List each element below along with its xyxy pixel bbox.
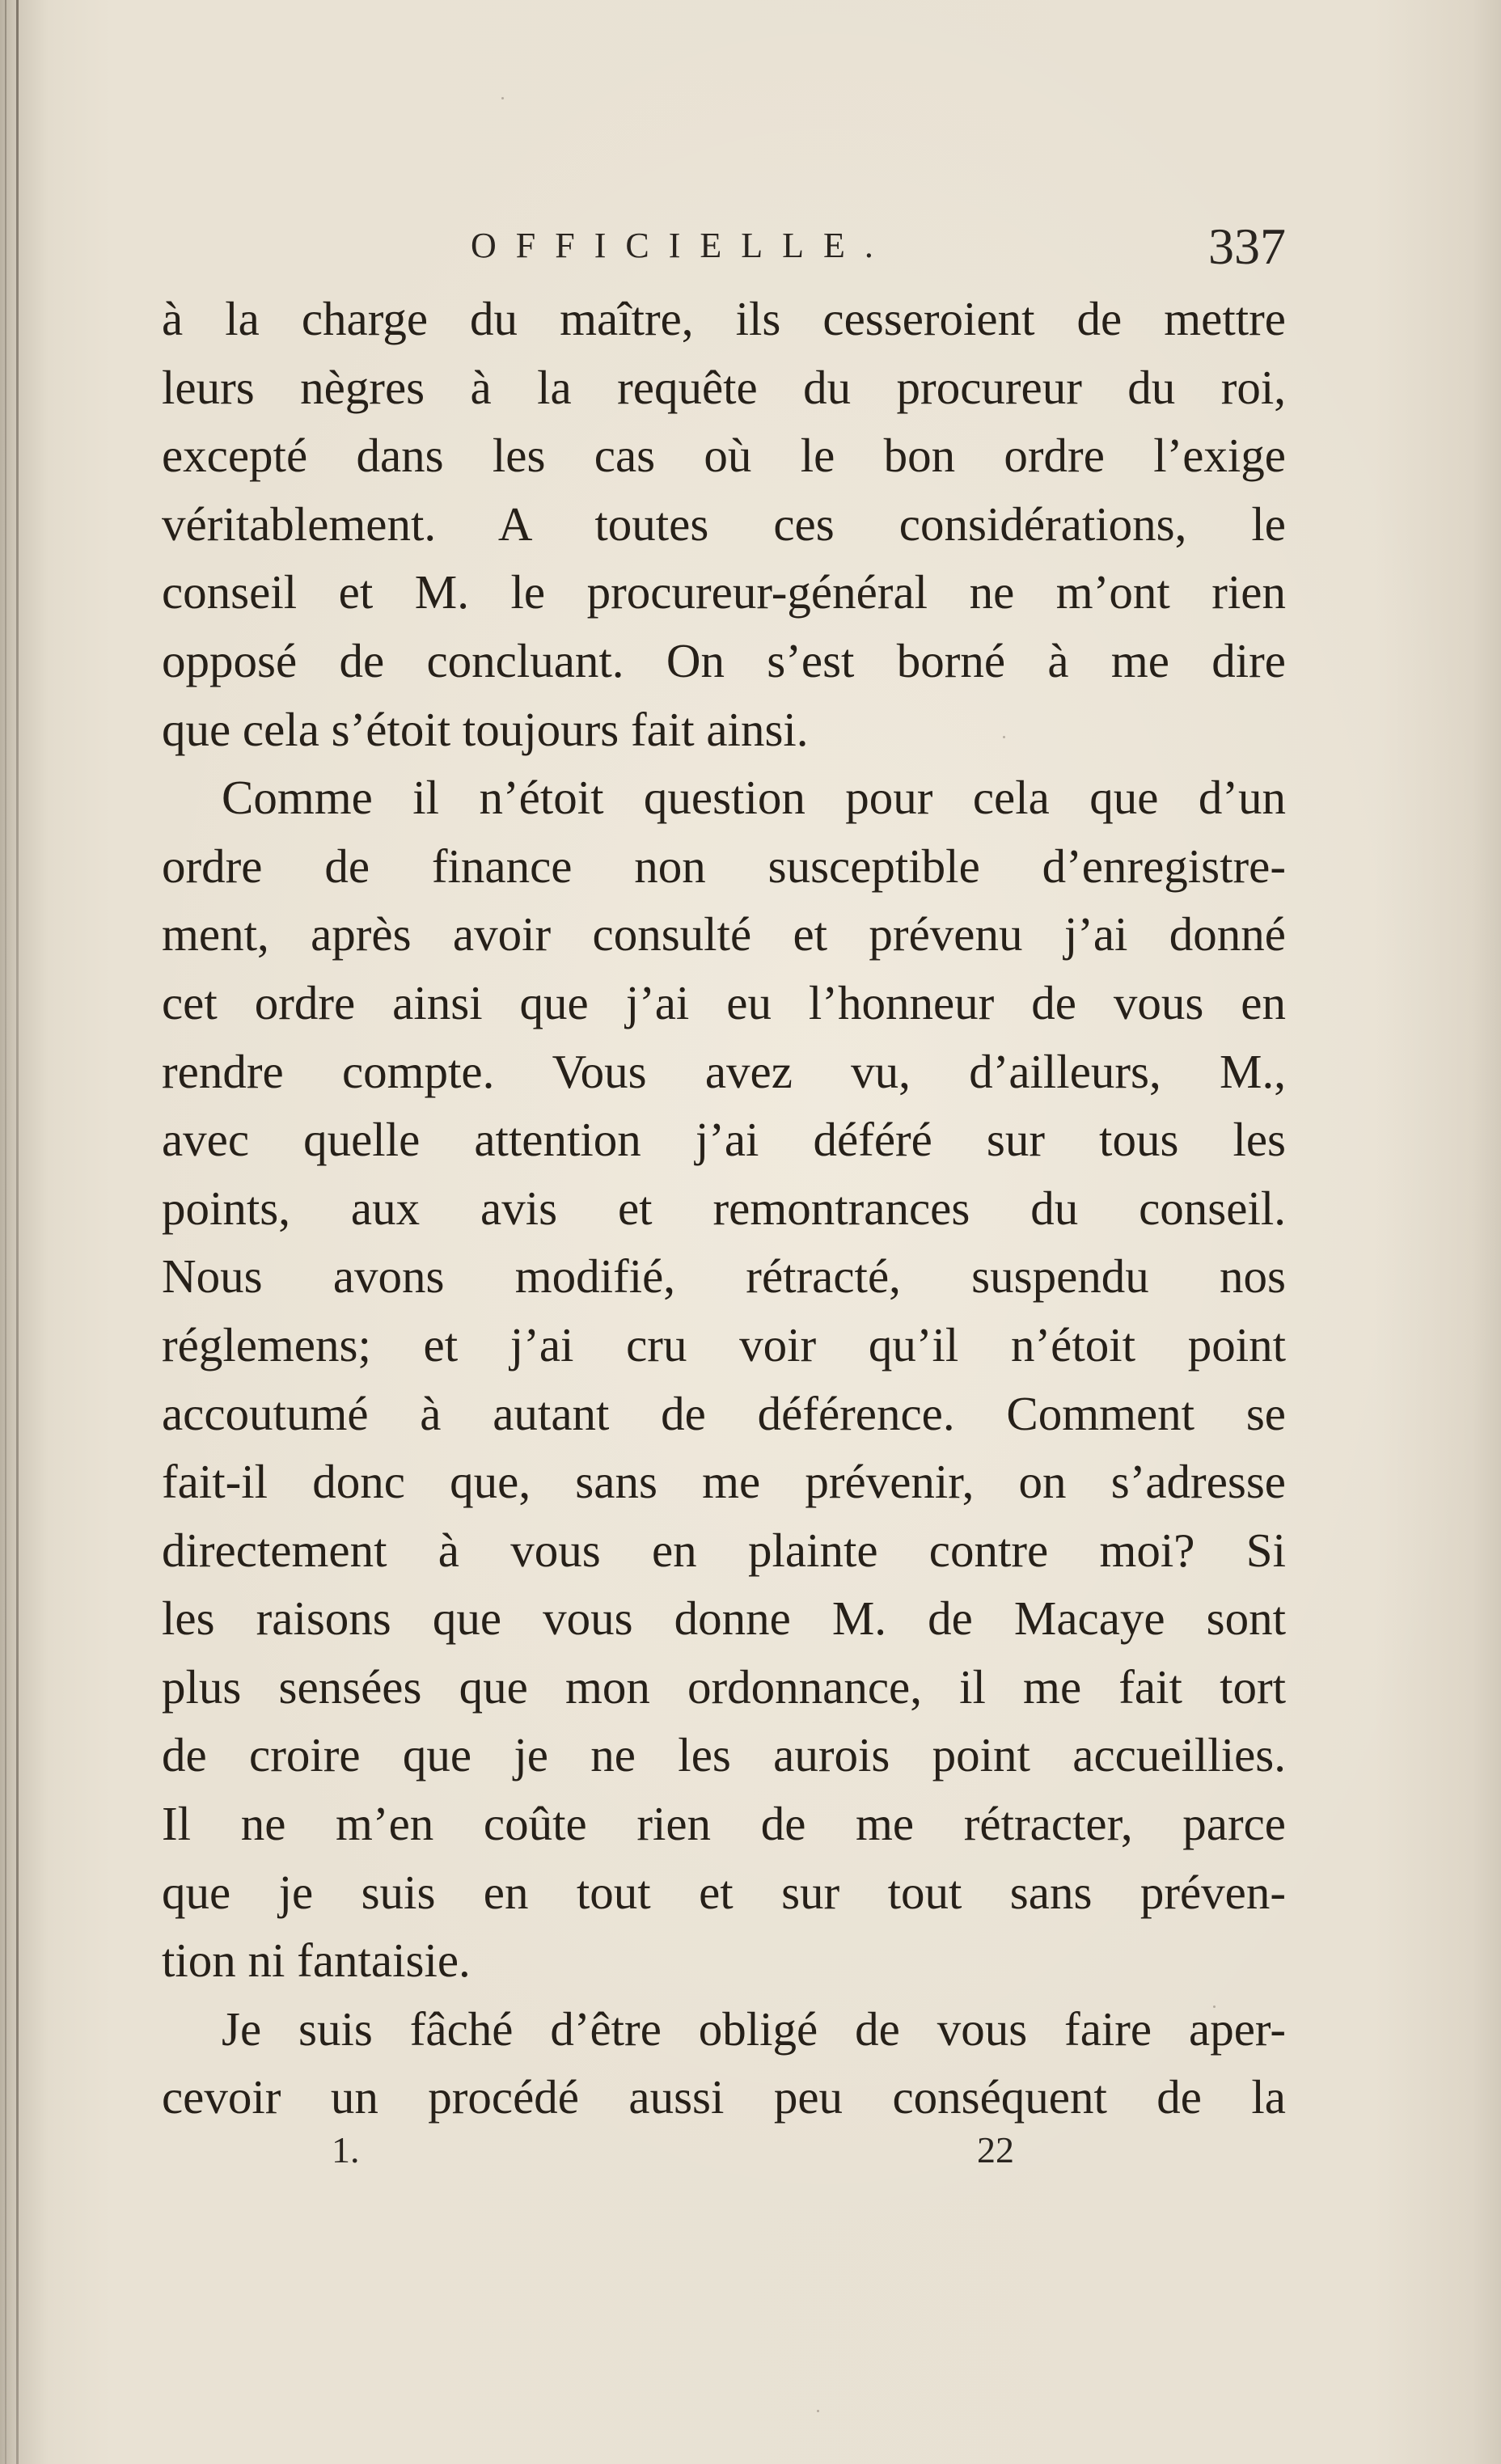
paper-speck	[1003, 736, 1005, 738]
text-line: tion ni fantaisie.	[162, 1934, 471, 1988]
text-line: Il ne m’en coûte rien de me rétracter, parce	[162, 1797, 1286, 1851]
text-line: excepté dans les cas où le bon ordre l’exige	[162, 429, 1286, 483]
text-line: réglemens; et j’ai cru voir qu’il n’étoit point	[162, 1317, 1286, 1371]
paper-speck	[1213, 2005, 1216, 2008]
text-line: ment, après avoir consulté et prévenu j’ai donné	[162, 907, 1286, 962]
text-line: conseil et M. le procureur-général ne m’ont rien	[162, 565, 1286, 619]
text-line: directement à vous en plainte contre moi? Si	[162, 1523, 1286, 1577]
text-line: accoutumé à autant de déférence. Comment se	[162, 1386, 1286, 1440]
text-line: que cela s’étoit toujours fait ainsi.	[162, 702, 809, 756]
text-line: cet ordre ainsi que j’ai eu l’honneur de vous en	[162, 975, 1286, 1029]
body-text	[162, 285, 1286, 2132]
text-line: les raisons que vous donne M. de Macaye sont	[162, 1591, 1286, 1646]
page-number: 337	[1208, 218, 1286, 275]
signature-sheet-mark: 22	[977, 2129, 1014, 2170]
text-line: points, aux avis et remontrances du conseil.	[162, 1181, 1286, 1235]
text-line: de croire que je ne les aurois point accueillies.	[162, 1728, 1286, 1782]
running-title: OFFICIELLE.	[471, 226, 893, 265]
text-line: à la charge du maître, ils cesseroient de mettre	[162, 292, 1286, 345]
gutter-edge	[16, 0, 19, 2464]
paper-speck	[817, 2410, 819, 2412]
text-line: avec quelle attention j’ai déféré sur tous les	[162, 1113, 1286, 1167]
printer-signature	[162, 2128, 1286, 2185]
text-line: Nous avons modifié, rétracté, suspendu nos	[162, 1249, 1286, 1304]
text-line: Comme il n’étoit question pour cela que d’un	[222, 771, 1286, 825]
text-line: que je suis en tout et sur tout sans préven-	[162, 1865, 1286, 1919]
text-line: cevoir un procédé aussi peu conséquent de la	[162, 2070, 1286, 2124]
text-line: fait-il donc que, sans me prévenir, on s’adresse	[162, 1455, 1286, 1509]
signature-volume-mark: 1.	[332, 2129, 360, 2170]
text-line: Je suis fâché d’être obligé de vous faire aper-	[222, 2001, 1286, 2056]
text-line: opposé de concluant. On s’est borné à me dire	[162, 633, 1286, 687]
text-line: rendre compte. Vous avez vu, d’ailleurs, M.,	[162, 1044, 1286, 1098]
text-line: plus sensées que mon ordonnance, il me fait tort	[162, 1659, 1286, 1714]
text-line: ordre de finance non susceptible d’enregistre-	[162, 839, 1286, 893]
paper-speck	[501, 97, 504, 99]
text-line: leurs nègres à la requête du procureur du roi,	[162, 360, 1286, 414]
text-line: véritablement. A toutes ces considérations, le	[162, 497, 1286, 551]
gutter-shadow	[5, 0, 6, 2464]
running-head	[162, 217, 1286, 281]
